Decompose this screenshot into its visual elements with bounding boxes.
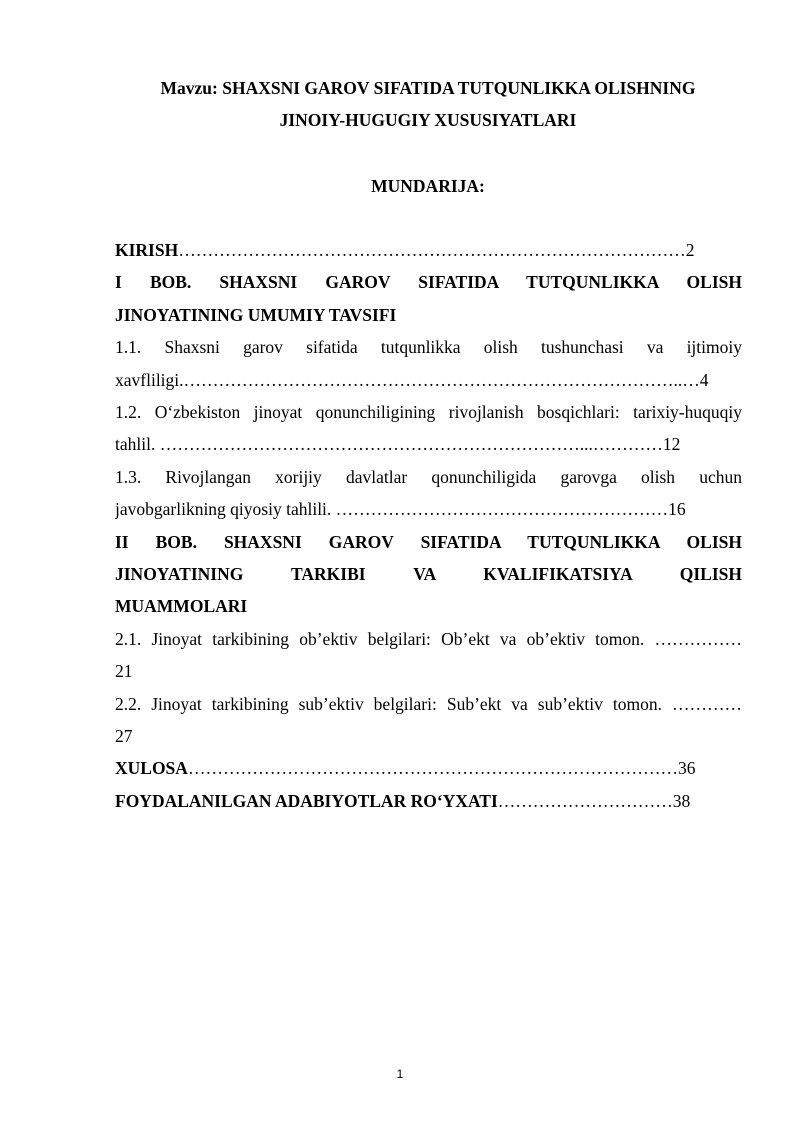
toc-entry-chapter-1-line-1: I BOB. SHAXSNI GAROV SIFATIDA TUTQUNLIKKA OLISH <box>115 272 742 293</box>
toc-entry-section-2-1 <box>115 623 742 688</box>
toc-entry-kirish-leader: ……………………………………………………………………………2 <box>178 240 695 260</box>
toc-entry-chapter-1-line-2: JINOYATINING UMUMIY TAVSIFI <box>115 304 397 325</box>
toc-entry-section-1-2 <box>115 396 742 461</box>
toc-entry-section-1-1-line-2: xavfliligi.…………………………………………………………………………..…4 <box>115 369 709 390</box>
toc-heading: MUNDARIJA: <box>371 176 485 196</box>
toc-entry-bibliography-label: FOYDALANILGAN ADABIYOTLAR RO‘YXATI <box>115 790 498 811</box>
toc-entry-xulosa-label: XULOSA <box>115 758 188 779</box>
page-number: 1 <box>396 1067 404 1081</box>
toc-entry-xulosa-leader: …………………………………………………………………………36 <box>187 758 696 779</box>
toc-entry-chapter-2-line-2: JINOYATINING TARKIBI VA KVALIFIKATSIYA QILISH <box>115 563 742 584</box>
toc-entry-section-2-2 <box>115 688 742 753</box>
toc-entry-section-2-1-line-2: 21 <box>115 661 133 682</box>
toc-entry-section-1-1 <box>115 331 742 396</box>
toc-entry-section-1-2-line-1: 1.2. O‘zbekiston jinoyat qonunchiligining rivojlanish bosqichlari: tarixiy-huquqiy <box>115 402 742 422</box>
toc-entry-bibliography-leader: …………………………38 <box>497 790 691 811</box>
document-title-line-2: JINOIY-HUGUGIY XUSUSIYATLARI <box>279 110 577 130</box>
toc-entry-section-1-3-line-1: 1.3. Rivojlangan xorijiy davlatlar qonunchiligida garovga olish uchun <box>115 466 742 487</box>
table-of-contents <box>115 234 742 817</box>
toc-entry-section-2-1-line-1: 2.1. Jinoyat tarkibining ob’ektiv belgilari: Ob’ekt va ob’ektiv tomon. …………… <box>115 628 742 649</box>
toc-entry-kirish <box>115 234 742 266</box>
toc-entry-section-1-3-line-2: javobgarlikning qiyosiy tahlili. …………………………………………………16 <box>115 499 686 520</box>
document-title-line-1: Mavzu: SHAXSNI GAROV SIFATIDA TUTQUNLIKKA OLISHNING <box>160 78 696 98</box>
toc-entry-xulosa <box>115 752 742 784</box>
toc-entry-chapter-2-line-1: II BOB. SHAXSNI GAROV SIFATIDA TUTQUNLIKKA OLISH <box>115 531 742 552</box>
toc-entry-chapter-2-line-3: MUAMMOLARI <box>115 596 248 617</box>
toc-entry-chapter-2 <box>115 526 742 623</box>
toc-entry-bibliography <box>115 785 742 817</box>
toc-entry-kirish-label: KIRISH <box>115 240 179 260</box>
toc-entry-section-1-3 <box>115 461 742 526</box>
toc-entry-section-1-2-line-2: tahlil. ………………………………………………………………...…………12 <box>115 434 681 455</box>
toc-entry-section-2-2-line-2: 27 <box>115 725 133 746</box>
toc-entry-section-2-2-line-1: 2.2. Jinoyat tarkibining sub’ektiv belgilari: Sub’ekt va sub’ektiv tomon. ………… <box>115 693 742 714</box>
toc-entry-section-1-1-line-1: 1.1. Shaxsni garov sifatida tutqunlikka olish tushunchasi va ijtimoiy <box>115 337 742 358</box>
toc-entry-chapter-1 <box>115 266 742 331</box>
